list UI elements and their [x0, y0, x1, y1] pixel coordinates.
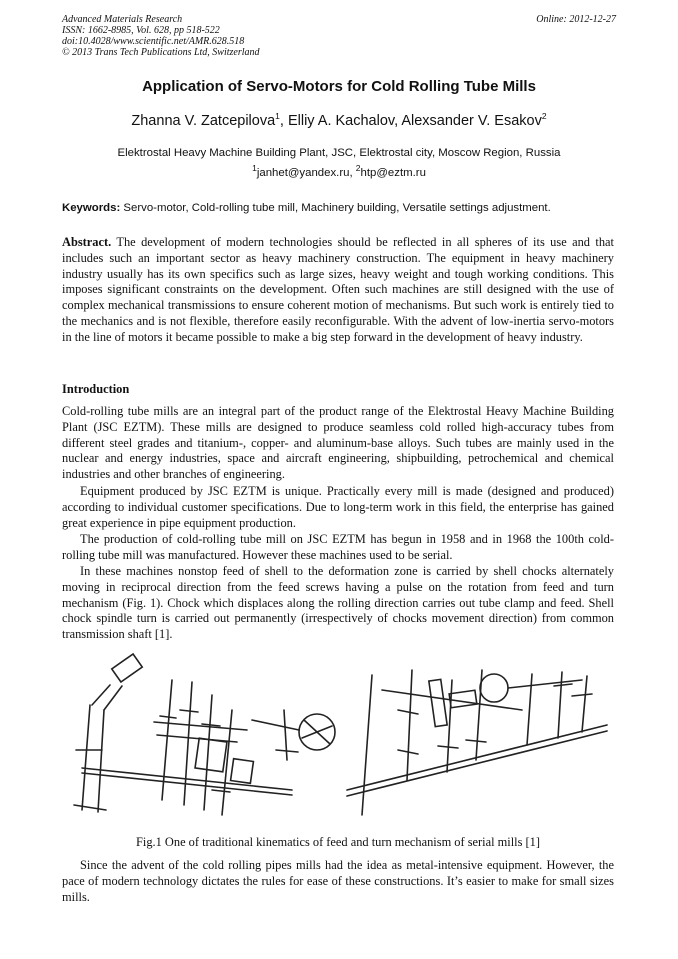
shaft-line — [582, 676, 587, 732]
keywords-text: Servo-motor, Cold-rolling tube mill, Machinery building, Versatile settings adjustment. — [123, 202, 551, 214]
author-affiliation-mark: 2 — [541, 111, 547, 122]
journal-doi: doi:10.4028/www.scientific.net/AMR.628.518 — [62, 36, 245, 47]
journal-name: Advanced Materials Research — [62, 14, 183, 25]
shaft-line — [252, 720, 299, 730]
shaft-line — [527, 674, 532, 745]
gearbox-block — [231, 759, 254, 784]
shaft-line — [98, 710, 104, 812]
gearbox-block — [195, 738, 227, 772]
shaft-line — [204, 695, 212, 810]
email-mark: 1 — [252, 163, 257, 174]
shaft-line — [82, 705, 90, 810]
gear-mark — [572, 694, 592, 696]
section-heading-introduction: Introduction — [62, 382, 130, 396]
figure-kinematic-diagram — [62, 650, 614, 825]
gear-mark — [160, 716, 176, 718]
shaft-line — [184, 682, 192, 805]
journal-info — [62, 14, 392, 58]
gear-mark — [398, 710, 418, 714]
flywheel — [480, 674, 508, 702]
author-name: Alexsander V. Esakov — [401, 113, 542, 129]
intro-paragraph-1: Cold-rolling tube mills are an integral part of the product range of the Elektrostal Heavy Machine Building Plant (JSC EZTM). These mills are designed to produce seamless cold rolled high-accuracy tubes from different steel grades and titanium-, copper- and aluminum-base alloys. Such tubes are mainly used in the nuclear and energy industries, space and aircraft engineering, shipbuilding, petrochemical and chemical industries and other branches of engineering. — [62, 404, 614, 482]
author-affiliation-mark: 1 — [275, 111, 280, 122]
shaft-line — [74, 805, 106, 810]
author-separator: , — [394, 113, 402, 129]
gear-mark — [180, 710, 198, 712]
shaft-line — [407, 670, 412, 780]
shaft-line — [157, 735, 237, 742]
gearbox-block — [429, 679, 447, 726]
author-name: Zhanna V. Zatcepilova — [131, 113, 276, 129]
gear-mark — [438, 746, 458, 748]
gear-mark — [554, 684, 572, 686]
shaft-line — [362, 675, 372, 815]
keywords-label: Keywords: — [62, 202, 121, 214]
gear-mark — [212, 790, 230, 792]
abstract — [62, 235, 614, 346]
email-mark: 2 — [355, 163, 361, 174]
abstract-label: Abstract. — [62, 235, 112, 249]
author-list — [40, 113, 638, 129]
flywheel-spoke — [302, 726, 332, 738]
email-address[interactable]: htp@eztm.ru — [360, 167, 426, 179]
gearbox-block — [449, 690, 477, 707]
motor-block — [112, 654, 142, 682]
paper-title: Application of Servo-Motors for Cold Rolling Tube Mills — [142, 78, 536, 95]
abstract-text: The development of modern technologies should be reflected in all spheres of its use and that includes such an important sector as heavy machinery construction. The equipment in heavy machinery industry usually has its own specifics such as large sizes, heavy weight and tough working conditions. This imposes significant constraints on the development. Often such machines are still designed with the use of complex mechanical transmissions to ensure coherent motion of mechanisms. But such work is entirely tied to the mechanics and is not flexible, therefore easily reconfigurable. With the advent of low-inertia servo-motors in the line of motors it became possible to make a big step forward in the development of heavy industry. — [62, 235, 615, 344]
intro-paragraph-4: In these machines nonstop feed of shell to the deformation zone is carried by shell chocks alternately moving in reciprocal direction from the feed screws having a pulse on the rotation from feed and turn mechanism (Fig. 1). Chock which displaces along the rolling direction carries out tube clamp and feed. Shell chock spindle turn is carried out permanently (irrespectively of chocks movement direction) from common transmission shaft [1]. — [62, 564, 614, 642]
affiliation: Elektrostal Heavy Machine Building Plant, JSC, Elektrostal city, Moscow Region, Russia — [117, 147, 561, 159]
email-separator: , — [349, 167, 356, 179]
closing-paragraph: Since the advent of the cold rolling pipes mills had the idea as metal-intensive equipment. However, the pace of modern technology dictates the rules for ease of these constructions. It’s easier to make for small sizes mills. — [62, 858, 614, 904]
figure-caption: Fig.1 One of traditional kinematics of feed and turn mechanism of serial mills [1] — [136, 835, 540, 849]
main-shaft — [82, 768, 292, 790]
gear-mark — [466, 740, 486, 742]
shaft-line — [476, 670, 482, 760]
belt-line — [92, 685, 110, 705]
shaft-line — [276, 750, 298, 752]
online-date: Online: 2012-12-27 — [536, 14, 616, 25]
email-address[interactable]: janhet@yandex.ru — [256, 167, 350, 179]
shaft-line — [284, 710, 287, 760]
intro-paragraph-2: Equipment produced by JSC EZTM is unique. Practically every mill is made (designed and produced) according to individual customer specifications. Due to long-term work in this field, the enterprise has gained great experience in pipe equipment production. — [62, 484, 614, 530]
keywords — [62, 202, 622, 214]
journal-copyright: © 2013 Trans Tech Publications Ltd, Switzerland — [62, 47, 260, 58]
author-name: Elliy A. Kachalov — [287, 113, 395, 129]
journal-issn: ISSN: 1662-8985, Vol. 628, pp 518-522 — [62, 25, 220, 36]
author-emails — [40, 163, 638, 179]
intro-paragraph-3: The production of cold-rolling tube mill on JSC EZTM has begun in 1958 and in 1968 the 100th cold-rolling tube mill was manufactured. However these machines used to be serial. — [62, 532, 614, 562]
author-separator: , — [279, 113, 288, 129]
main-shaft — [82, 773, 292, 795]
